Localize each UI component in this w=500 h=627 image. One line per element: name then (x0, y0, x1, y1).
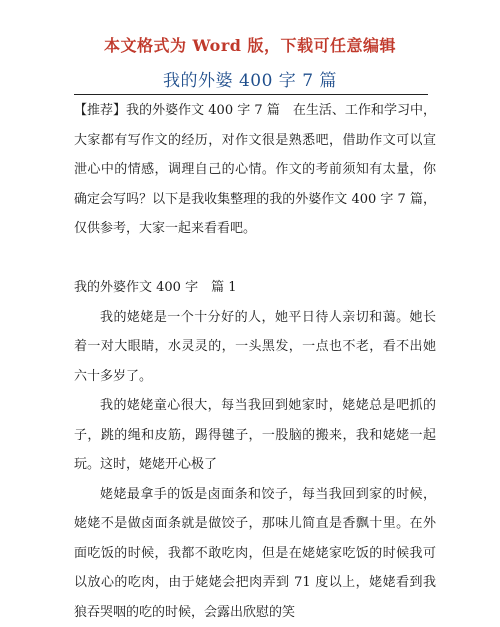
body-paragraph: 我的姥姥童心很大，每当我回到她家时，姥姥总是吧抓的子，跳的绳和皮筋，踢得毽子，一股脑的搬来，我和姥姥一起玩。这时，姥姥开心极了 (74, 391, 436, 480)
paragraph-spacer (74, 244, 436, 274)
body-paragraph: 我的姥姥是一个十分好的人，她平日待人亲切和蔼。她长着一对大眼睛，水灵灵的，一头黑发，一点也不老，看不出她六十多岁了。 (74, 303, 436, 392)
section-heading: 我的外婆作文 400 字 篇 1 (74, 273, 436, 303)
format-banner: 本文格式为 Word 版，下载可任意编辑 (0, 33, 500, 56)
title-divider (74, 94, 428, 95)
document-title: 我的外婆 400 字 7 篇 (0, 66, 500, 91)
intro-paragraph: 【推荐】我的外婆作文 400 字 7 篇 在生活、工作和学习中，大家都有写作文的经历，对作文很是熟悉吧，借助作文可以宣泄心中的情感，调理自己的心情。作文的考前须知有太量，你确定会写吗？以下是我收集整理的我的外婆作文 400 字 7 篇，仅供参考，大家一起来看看吧。 (74, 96, 436, 244)
body-paragraph: 姥姥最拿手的饭是卤面条和饺子，每当我回到家的时候，姥姥不是做卤面条就是做饺子，那味儿简直是香飘十里。在外面吃饭的时候，我都不敢吃肉，但是在姥姥家吃饭的时候我可以放心的吃肉，由于姥姥会把肉弄到 71 度以上，姥姥看到我狼吞哭咽的吃的时候，会露出欣慰的笑 (74, 480, 436, 627)
document-body (74, 96, 436, 627)
